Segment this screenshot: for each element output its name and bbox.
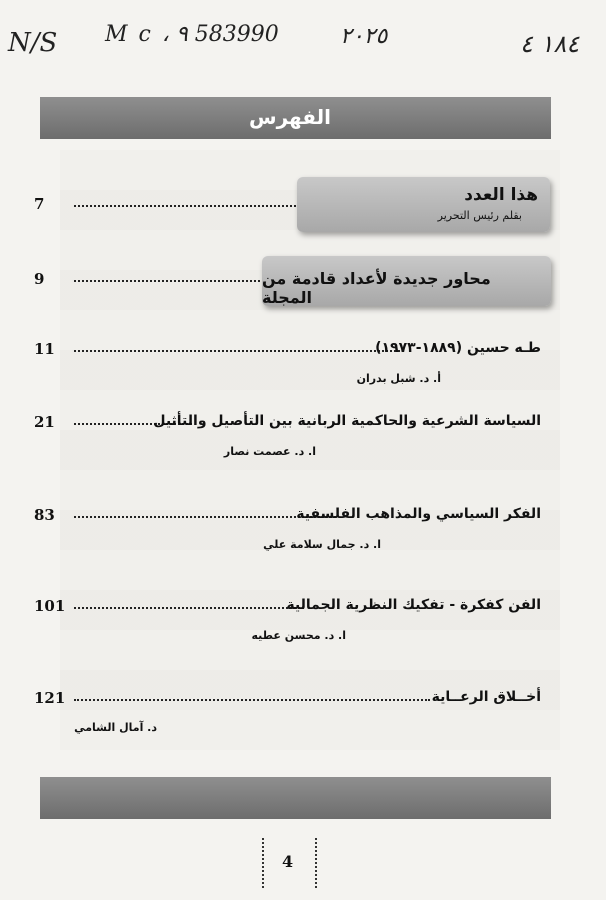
footer-bar xyxy=(40,777,551,819)
entry-title: أخــلاق الرعــاية xyxy=(431,689,541,705)
handwritten-year: ٢٠٢٥ xyxy=(340,24,388,49)
entry-title: الفكر السياسي والمذاهب الفلسفية xyxy=(296,506,541,522)
toc-entry-5[interactable] xyxy=(34,506,551,556)
entry-title: الفن كفكرة - تفكيك النظرية الجمالية xyxy=(286,597,541,613)
leader-dots xyxy=(74,280,292,282)
entry-title: طـه حسين (١٨٨٩-١٩٧٣) xyxy=(375,340,541,356)
page-number: 4 xyxy=(282,852,294,871)
entry-author: ا. د. محسن عطيه xyxy=(251,629,346,642)
page-title: الفهرس xyxy=(248,105,331,129)
entry-page-number: 121 xyxy=(34,689,66,707)
page-number-divider-left xyxy=(262,838,264,888)
toc-entry-6[interactable] xyxy=(34,597,551,647)
toc-highlight-box-1[interactable] xyxy=(297,177,550,232)
toc-highlight-box-2[interactable] xyxy=(262,256,551,306)
entry-author: ا. د. عصمت نصار xyxy=(223,445,316,458)
entry-author: د. آمال الشامي xyxy=(74,721,157,734)
leader-dots xyxy=(74,699,430,701)
page-number-divider-right xyxy=(315,838,317,888)
leader-dots xyxy=(74,205,324,207)
entry-author: أ. د. شبل بدران xyxy=(356,372,441,385)
entry-page-number: 83 xyxy=(34,506,55,524)
entry-author: بقلم رئيس التحرير xyxy=(437,209,522,222)
toc-entry-3[interactable] xyxy=(34,340,551,390)
entry-title: محاور جديدة لأعداد قادمة من المجلة xyxy=(262,269,491,307)
entry-page-number: 7 xyxy=(34,195,45,213)
handwritten-mark-right: ١٨٤ ٤ xyxy=(520,30,580,58)
entry-author: ا. د. جمال سلامة علي xyxy=(263,538,381,551)
entry-title: هذا العدد xyxy=(464,185,538,205)
leader-dots xyxy=(74,350,404,352)
header-bar xyxy=(40,97,551,139)
toc-entry-4[interactable] xyxy=(34,413,551,463)
entry-page-number: 9 xyxy=(34,270,45,288)
handwritten-number: M c ، ٩ 583990 xyxy=(105,22,279,47)
entry-page-number: 101 xyxy=(34,597,66,615)
entry-page-number: 21 xyxy=(34,413,55,431)
toc-entry-7[interactable] xyxy=(34,689,551,739)
entry-page-number: 11 xyxy=(34,340,55,358)
entry-title: السياسة الشرعية والحاكمية الربانية بين التأصيل والتأثيل xyxy=(153,413,541,429)
handwritten-mark-left: N/S xyxy=(8,28,58,58)
leader-dots xyxy=(74,607,304,609)
